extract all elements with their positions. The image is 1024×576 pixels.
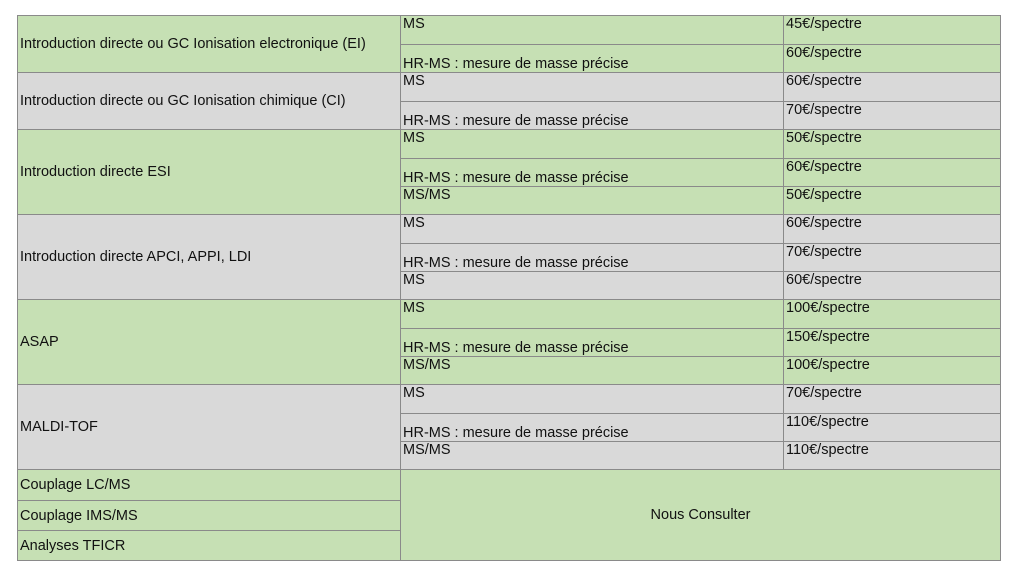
nous-consulter-cell: Nous Consulter xyxy=(401,470,1001,561)
technique-label: Introduction directe APCI, APPI, LDI xyxy=(18,215,401,300)
mode-cell: MS xyxy=(401,73,784,102)
price-cell: 110€/spectre xyxy=(784,442,1001,470)
mode-cell: MS/MS xyxy=(401,187,784,215)
mode-cell: MS/MS xyxy=(401,357,784,385)
mode-cell: MS xyxy=(401,130,784,159)
technique-label: Introduction directe ou GC Ionisation electronique (EI) xyxy=(18,16,401,73)
price-cell: 70€/spectre xyxy=(784,102,1001,130)
price-cell: 150€/spectre xyxy=(784,329,1001,357)
mode-cell: MS/MS xyxy=(401,442,784,470)
table-row xyxy=(18,470,1001,501)
mode-cell: MS xyxy=(401,16,784,45)
price-cell: 100€/spectre xyxy=(784,300,1001,329)
price-cell: 60€/spectre xyxy=(784,73,1001,102)
technique-label: Introduction directe ou GC Ionisation chimique (CI) xyxy=(18,73,401,130)
table-row xyxy=(18,215,1001,244)
footer-item-lcms: Couplage LC/MS xyxy=(18,470,401,501)
footer-item-tficr: Analyses TFICR xyxy=(18,531,401,561)
technique-label: ASAP xyxy=(18,300,401,385)
mode-cell: HR-MS : mesure de masse précise xyxy=(401,244,784,272)
table-row xyxy=(18,130,1001,159)
price-cell: 50€/spectre xyxy=(784,187,1001,215)
pricing-table xyxy=(17,15,1001,561)
price-cell: 110€/spectre xyxy=(784,414,1001,442)
price-cell: 60€/spectre xyxy=(784,159,1001,187)
price-cell: 70€/spectre xyxy=(784,385,1001,414)
price-cell: 60€/spectre xyxy=(784,215,1001,244)
technique-label: MALDI-TOF xyxy=(18,385,401,470)
mode-cell: MS xyxy=(401,215,784,244)
mode-cell: HR-MS : mesure de masse précise xyxy=(401,159,784,187)
mode-cell: MS xyxy=(401,385,784,414)
table-row xyxy=(18,385,1001,414)
price-cell: 50€/spectre xyxy=(784,130,1001,159)
technique-label: Introduction directe ESI xyxy=(18,130,401,215)
mode-cell: MS xyxy=(401,272,784,300)
mode-cell: HR-MS : mesure de masse précise xyxy=(401,414,784,442)
mode-cell: HR-MS : mesure de masse précise xyxy=(401,45,784,73)
price-cell: 60€/spectre xyxy=(784,272,1001,300)
table-row xyxy=(18,73,1001,102)
footer-item-imsms: Couplage IMS/MS xyxy=(18,501,401,531)
mode-cell: HR-MS : mesure de masse précise xyxy=(401,102,784,130)
mode-cell: MS xyxy=(401,300,784,329)
price-cell: 70€/spectre xyxy=(784,244,1001,272)
table-row xyxy=(18,300,1001,329)
table-row xyxy=(18,16,1001,45)
price-cell: 100€/spectre xyxy=(784,357,1001,385)
price-cell: 60€/spectre xyxy=(784,45,1001,73)
price-cell: 45€/spectre xyxy=(784,16,1001,45)
mode-cell: HR-MS : mesure de masse précise xyxy=(401,329,784,357)
